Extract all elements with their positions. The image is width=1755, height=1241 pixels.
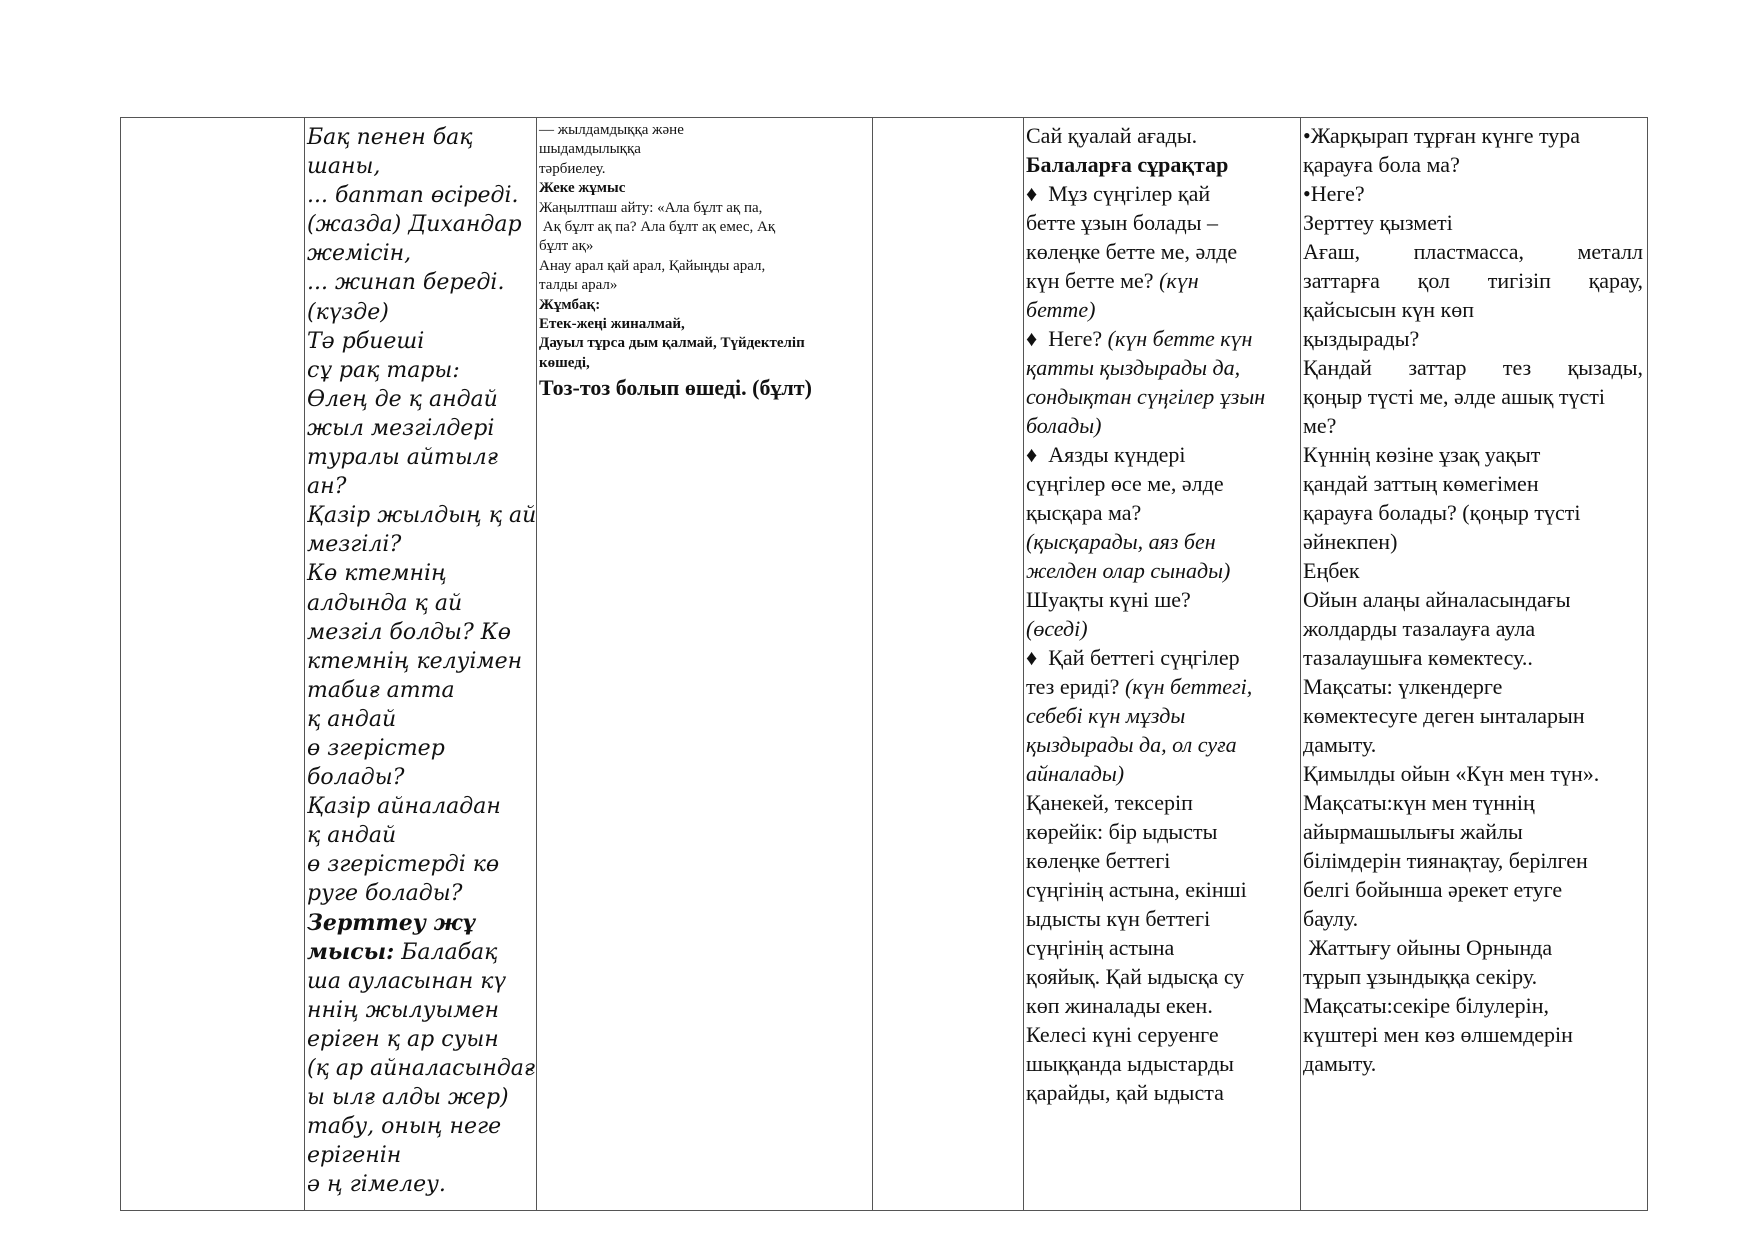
individual-work-heading: Жеке жұмыс — [539, 180, 626, 197]
text-line: Мақсаты:секіре білулерін, — [1303, 993, 1550, 1018]
text-line: Шуақты күні ше? — [1026, 587, 1191, 612]
poem-line: (күзде) — [307, 299, 389, 325]
poem-line: ктемнің келуімен — [307, 648, 523, 674]
poem-line: ө згерістер — [307, 735, 445, 761]
word: Ағаш, — [1303, 239, 1361, 264]
questions-for-children-text — [1026, 121, 1300, 1107]
text-line: қояйық. Қай ыдысқа су — [1026, 964, 1245, 989]
text-line: Ойын алаңы айналасындағы — [1303, 587, 1571, 612]
table-column-2 — [305, 118, 537, 1210]
text-line: ♦ Аязды күндері — [1026, 442, 1186, 467]
poem-line: мезгілі? — [307, 532, 402, 558]
text-line: көлеңке бетте ме, әлде — [1026, 239, 1238, 264]
poem-line: ерігенін — [307, 1143, 402, 1169]
text-line: жолдарды тазалауға аула — [1303, 616, 1536, 641]
text-line: көлеңке беттегі — [1026, 848, 1171, 873]
poem-line: Бақ пенен бақ — [307, 125, 473, 150]
poem-line: қ андай — [307, 823, 397, 849]
poem-line: туралы айтылғ — [307, 445, 498, 471]
text-span: Балабақ — [394, 939, 498, 965]
questions-heading: Балаларға сұрақтар — [1026, 152, 1229, 177]
text-line: шыққанда ыдыстарды — [1026, 1051, 1234, 1076]
poem-line: (жазда) Дихандар — [307, 212, 522, 238]
word: қарау, — [1588, 268, 1643, 293]
poem-line: ө згерістерді кө — [307, 852, 500, 878]
answer-span: (күн — [1159, 268, 1199, 293]
word: заттар — [1408, 355, 1467, 380]
poem-line: ан? — [307, 474, 347, 500]
text-line: көрейік: бір ыдысты — [1026, 819, 1218, 844]
answer-line: желден олар сынады) — [1026, 558, 1231, 583]
justified-line — [1303, 353, 1643, 382]
text-line: тұрып ұзындыққа секіру. — [1303, 964, 1538, 989]
answer-line: (қысқарады, аяз бен — [1026, 529, 1216, 554]
text-line: әйнекпен) — [1303, 529, 1398, 554]
poem-line: (қ ар айналасындағ — [307, 1056, 535, 1081]
tongue-twister-line-1: Жаңылтпаш айту: «Ала бұлт ақ па, — [539, 199, 763, 216]
answer-span: (күн беттегі, — [1124, 674, 1253, 699]
word: металл — [1577, 239, 1643, 264]
text-line: •Жарқырап тұрған күнге тура — [1303, 123, 1581, 148]
riddle-heading: Жұмбақ: — [539, 296, 601, 313]
poem-line: ә ң гімелеу. — [307, 1172, 446, 1198]
word: заттарға — [1303, 268, 1380, 293]
justified-line — [1303, 266, 1643, 295]
text-line: баулу. — [1303, 906, 1359, 931]
riddle-line-1: Етек-жеңі жиналмай, — [539, 316, 685, 333]
text-line: Келесі күні серуенге — [1026, 1022, 1219, 1047]
table-column-1 — [121, 118, 305, 1210]
text-line: белгі бойынша әрекет етуге — [1303, 877, 1563, 902]
text-line: күштері мен көз өлшемдерін — [1303, 1022, 1573, 1047]
text-span: күн бетте ме? — [1026, 268, 1160, 293]
text-line: ме? — [1303, 413, 1337, 438]
text-line: ыдысты күн беттегі — [1026, 906, 1211, 931]
answer-line: қатты қыздырады да, — [1026, 355, 1241, 380]
text-line: қысқара ма? — [1026, 500, 1142, 525]
text-line — [1026, 672, 1300, 701]
text-line: Мақсаты: үлкендерге — [1303, 674, 1503, 699]
poem-line: ... жинап береді. — [307, 270, 505, 296]
research-work-label: мысы: — [307, 938, 395, 965]
goal-line-2: шыдамдылыққа — [539, 141, 641, 158]
poem-line: Өлең де қ андай — [307, 386, 498, 412]
answer-line: айналады) — [1026, 761, 1125, 786]
word: қызады, — [1567, 355, 1643, 380]
text-span: ♦ Неге? — [1026, 326, 1108, 351]
text-line: дамыту. — [1303, 732, 1377, 757]
table-column-5 — [1024, 118, 1301, 1210]
poem-line: Қазір жылдың қ ай — [307, 503, 537, 529]
text-line: Қимылды ойын «Күн мен түн». — [1303, 761, 1600, 786]
text-line: сүңгінің астына, екінші — [1026, 877, 1247, 902]
poem-line: ы ылғ алды жер) — [307, 1085, 509, 1111]
text-line: ♦ Қай беттегі сүңгілер — [1026, 645, 1240, 670]
tongue-twister-line-5: талды арал» — [539, 277, 618, 294]
poem-line: қ андай — [307, 706, 397, 732]
text-line: көп жиналады екен. — [1026, 993, 1213, 1018]
answer-line: бетте) — [1026, 297, 1096, 322]
word: қол — [1417, 268, 1451, 293]
text-line — [1026, 324, 1300, 353]
text-line: бетте ұзын болады – — [1026, 210, 1219, 235]
riddle-answer: Тоз-тоз болып өшеді. (бұлт) — [539, 375, 812, 401]
poem-line: Кө ктемнің — [307, 561, 447, 587]
tongue-twister-line-3: бұлт ақ» — [539, 238, 594, 255]
text-line: •Неге? — [1303, 181, 1365, 206]
poem-line: Тә рбиеші — [307, 328, 425, 354]
text-line: көмектесуге деген ынталарын — [1303, 703, 1585, 728]
text-line: Жаттығу ойыны Орнында — [1303, 935, 1553, 960]
riddle-line-3: көшеді, — [539, 354, 590, 371]
text-line: қайсысын күн көп — [1303, 297, 1475, 322]
word: тигізіп — [1487, 268, 1551, 293]
text-line: Зерттеу қызметі — [1303, 210, 1453, 235]
text-line: Қанекей, тексеріп — [1026, 790, 1193, 815]
table-column-3 — [537, 118, 873, 1210]
answer-span: (күн бетте күн — [1107, 326, 1253, 351]
poem-and-questions-text — [307, 123, 537, 1199]
text-line — [1026, 266, 1300, 295]
individual-work-text — [539, 121, 871, 403]
text-line: Сай қуалай ағады. — [1026, 123, 1198, 148]
goal-line-1: — жылдамдыққа және — [539, 122, 684, 138]
poem-line: шаны, — [307, 154, 381, 180]
poem-line: еріген қ ар суын — [307, 1026, 499, 1052]
poem-line — [307, 938, 537, 967]
text-span: тез ериді? — [1026, 674, 1125, 699]
justified-line — [1303, 237, 1643, 266]
poem-line: ша ауласынан кү — [307, 968, 506, 994]
poem-line: сұ рақ тары: — [307, 357, 460, 383]
answer-line: сондықтан сүңгілер ұзын — [1026, 384, 1266, 409]
poem-line: Зерттеу жұ — [307, 909, 475, 936]
riddle-line-2: Дауыл тұрса дым қалмай, Түйдектеліп — [539, 335, 805, 352]
poem-line: табиғ атта — [307, 677, 455, 703]
text-line: қыздырады? — [1303, 326, 1420, 351]
text-line: Күннің көзіне ұзақ уақыт — [1303, 442, 1541, 467]
text-line: тазалаушыға көмектесу.. — [1303, 645, 1533, 670]
research-activity-text — [1303, 121, 1645, 1078]
text-line: дамыту. — [1303, 1051, 1377, 1076]
text-line: айырмашылығы жайлы — [1303, 819, 1523, 844]
poem-line: жемісін, — [307, 241, 412, 267]
poem-line: Қазір айналадан — [307, 794, 501, 820]
goal-line-3: тәрбиелеу. — [539, 160, 606, 177]
plan-table — [120, 117, 1648, 1211]
table-column-4 — [873, 118, 1024, 1210]
answer-line: болады) — [1026, 413, 1102, 438]
text-line: қарайды, қай ыдыста — [1026, 1080, 1224, 1105]
word: пластмасса, — [1413, 239, 1525, 264]
tongue-twister-line-4: Анау арал қай арал, Қайыңды арал, — [539, 257, 766, 274]
text-line: сүңгінің астына — [1026, 935, 1175, 960]
text-line: қоңыр түсті ме, әлде ашық түсті — [1303, 384, 1606, 409]
answer-line: себебі күн мұзды — [1026, 703, 1186, 728]
poem-line: мезгіл болды? Кө — [307, 619, 512, 645]
text-line: сүңгілер өсе ме, әлде — [1026, 471, 1224, 496]
poem-line: ннің жылуымен — [307, 997, 500, 1023]
answer-line: (өседі) — [1026, 616, 1088, 641]
word: Қандай — [1303, 355, 1372, 380]
poem-line: табу, оның неге — [307, 1114, 502, 1140]
text-line: білімдерін тиянақтау, берілген — [1303, 848, 1588, 873]
answer-line: қыздырады да, ол суға — [1026, 732, 1237, 757]
poem-line: руге болады? — [307, 881, 463, 907]
poem-line: алдында қ ай — [307, 590, 463, 616]
table-column-6 — [1301, 118, 1647, 1210]
text-line: ♦ Мұз сүңгілер қай — [1026, 181, 1211, 206]
poem-line: жыл мезгілдері — [307, 415, 495, 441]
text-line: Еңбек — [1303, 558, 1360, 583]
tongue-twister-line-2: Ақ бұлт ақ па? Ала бұлт ақ емес, Ақ — [539, 219, 776, 236]
text-line: Мақсаты:күн мен түннің — [1303, 790, 1535, 815]
poem-line: болады? — [307, 765, 405, 791]
text-line: қандай заттың көмегімен — [1303, 471, 1539, 496]
word: тез — [1502, 355, 1532, 380]
text-line: қарауға бола ма? — [1303, 152, 1460, 177]
poem-line: ... баптап өсіреді. — [307, 183, 519, 209]
text-line: қарауға болады? (қоңыр түсті — [1303, 500, 1581, 525]
